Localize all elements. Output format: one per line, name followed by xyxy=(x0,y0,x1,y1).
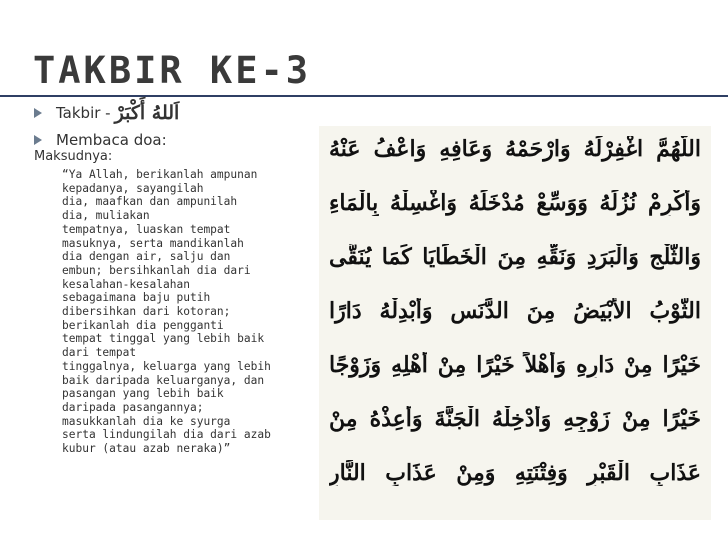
meaning-line: embun; bersihkanlah dia dari xyxy=(62,263,251,277)
meaning-line: sebagaimana baju putih xyxy=(62,291,211,305)
meaning-line: kepadanya, sayangilah xyxy=(62,181,204,195)
meaning-line: masuknya, serta mandikanlah xyxy=(62,236,244,250)
doa-line: عَذَابِ الْقَبْرِ وَفِتْنَتِهِ وَمِنْ عَذَابِ النَّارِ xyxy=(329,460,701,486)
meaning-line: kubur (atau azab neraka)” xyxy=(62,442,231,456)
bullet-list xyxy=(34,99,179,153)
takbir-arabic: اَللهُ أَكْبَرْ xyxy=(114,101,180,124)
meaning-line: tinggalnya, keluarga yang lebih xyxy=(62,359,271,373)
meaning-line: dia dengan air, salju dan xyxy=(62,250,231,264)
meaning-line: masukkanlah dia ke syurga xyxy=(62,414,231,428)
doa-line: وَالثَّلْجِ وَالْبَرَدِ وَنَقِّهِ مِنَ الْخَطَايَا كَمَا يُنَقَّى xyxy=(329,244,701,270)
meaning-line: tempatnya, luaskan tempat xyxy=(62,222,231,236)
slide-title: TAKBIR KE-3 xyxy=(33,49,312,92)
meaning-text xyxy=(62,168,320,456)
meaning-line: baik daripada keluarganya, dan xyxy=(62,373,265,387)
doa-arabic-panel xyxy=(319,126,711,520)
bullet-takbir xyxy=(34,99,179,126)
doa-line: وَأَكْرِمْ نُزُلَهُ وَوَسِّعْ مُدْخَلَهُ وَاغْسِلْهُ بِالْمَاءِ xyxy=(329,190,701,216)
meaning-line: kesalahan-kesalahan xyxy=(62,277,190,291)
bullet-label: Takbir - xyxy=(56,103,111,122)
doa-line: الثَّوْبُ الأَبْيَضُ مِنَ الدَّنَسِ وَأَبْدِلْهُ دَارًا xyxy=(329,298,701,324)
meaning-line: dari tempat xyxy=(62,346,137,360)
doa-line: اللَّهُمَّ اغْفِرْلَهُ وَارْحَمْهُ وَعَافِهِ وَاعْفُ عَنْهُ xyxy=(329,136,701,162)
title-divider xyxy=(0,95,728,97)
arrow-bullet-icon xyxy=(34,135,42,145)
bullet-label: Membaca doa: xyxy=(56,130,167,149)
meaning-line: pasangan yang lebih baik xyxy=(62,387,224,401)
meaning-line: tempat tinggal yang lebih baik xyxy=(62,332,265,346)
arrow-bullet-icon xyxy=(34,108,42,118)
meaning-line: serta lindungilah dia dari azab xyxy=(62,428,271,442)
meaning-line: “Ya Allah, berikanlah ampunan xyxy=(62,168,258,181)
doa-line: خَيْرًا مِنْ زَوْجِهِ وَأَدْخِلْهُ الْجَنَّةَ وَأَعِذْهُ مِنْ xyxy=(329,406,701,432)
meaning-line: daripada pasangannya; xyxy=(62,400,204,414)
meaning-line: dia, muliakan xyxy=(62,209,150,223)
meaning-line: berikanlah dia pengganti xyxy=(62,318,224,332)
meaning-line: dia, maafkan dan ampunilah xyxy=(62,195,238,209)
doa-line: خَيْرًا مِنْ دَارِهِ وَأَهْلاً خَيْرًا مِنْ أَهْلِهِ وَزَوْجًا xyxy=(329,352,701,378)
meaning-label: Maksudnya: xyxy=(34,149,113,164)
meaning-line: dibersihkan dari kotoran; xyxy=(62,305,231,319)
